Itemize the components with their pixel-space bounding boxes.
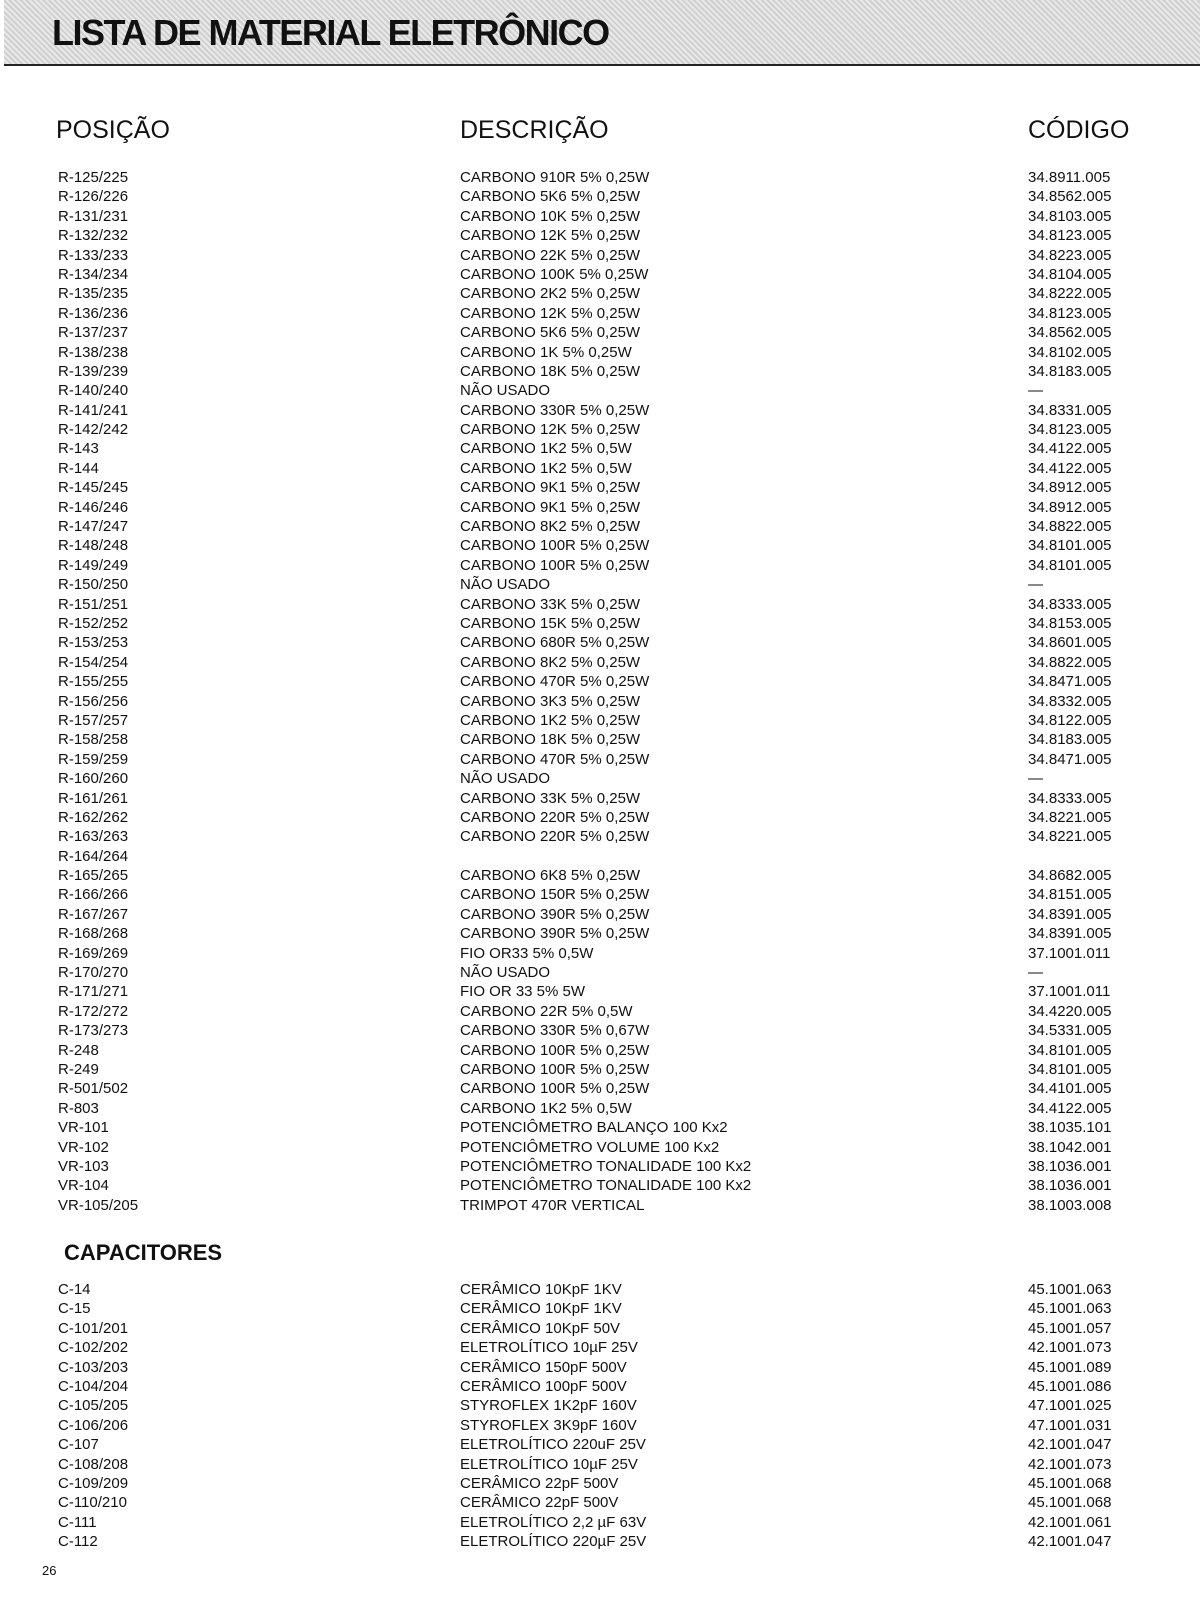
resistors-pos-cell: VR-101 [58,1119,109,1137]
resistors-desc-cell: CARBONO 1K2 5% 0,25W [460,711,641,729]
resistors-desc-cell: CARBONO 910R 5% 0,25W [460,169,650,186]
resistors-pos-cell: R-168/268 [58,925,129,943]
resistors-desc-cell: CARBONO 1K2 5% 0,5W [460,1099,632,1117]
resistors-desc-cell: POTENCIÔMETRO TONALIDADE 100 Kx2 [460,1157,752,1175]
capacitors-pos-cell: C-111 [58,1513,97,1531]
resistors-pos-cell: R-171/271 [58,983,129,1001]
resistors-desc-cell: CARBONO 9K1 5% 0,25W [460,479,641,497]
column-header-code: CÓDIGO [1028,116,1130,144]
capacitors-desc-cell: CERÂMICO 10KpF 50V [460,1319,621,1337]
resistors-code-cell: 38.1042.001 [1028,1138,1112,1156]
resistors-code-cell: 34.8123.005 [1028,227,1112,245]
resistors-pos-cell: R-159/259 [58,750,129,768]
resistors-pos-cell: R-132/232 [58,227,129,245]
resistors-code-cell: 37.1001.011 [1028,944,1111,962]
resistors-pos-cell: R-163/263 [58,828,129,846]
resistors-code-cell: 34.8391.005 [1028,925,1112,943]
resistors-code-cell: 34.8122.005 [1028,711,1112,729]
resistors-pos-cell: R-173/273 [58,1022,129,1040]
resistors-code-cell: 34.8101.005 [1028,1060,1112,1078]
resistors-code-cell: 34.4122.005 [1028,1099,1112,1117]
resistors-pos-cell: R-169/269 [58,944,129,962]
resistors-desc-cell: CARBONO 2K2 5% 0,25W [460,285,641,303]
capacitors-pos-cell: C-102/202 [58,1339,129,1357]
resistors-desc-cell: CARBONO 22R 5% 0,5W [460,1002,633,1020]
resistors-desc-cell: CARBONO 100R 5% 0,25W [460,1080,650,1098]
resistors-pos-cell: R-139/239 [58,362,129,380]
resistors-desc-cell: CARBONO 8K2 5% 0,25W [460,518,641,536]
capacitors-desc-cell: ELETROLÍTICO 220uF 25V [460,1436,646,1454]
resistors-pos-cell: R-138/238 [58,343,129,361]
resistors-code-cell [1028,847,1111,866]
resistors-desc-cell: FIO OR 33 5% 5W [460,983,586,1001]
capacitors-desc-cell: STYROFLEX 1K2pF 160V [460,1397,637,1415]
resistors-pos-cell: R-136/236 [58,304,129,322]
capacitors-code-cell: 42.1001.073 [1028,1339,1112,1357]
capacitors-pos-cell: C-101/201 [58,1319,129,1337]
resistors-desc-cell: CARBONO 100R 5% 0,25W [460,1060,650,1078]
resistors-pos-cell: R-803 [58,1099,99,1117]
capacitors-code-cell: 47.1001.025 [1028,1397,1112,1415]
resistors-desc-cell: CARBONO 8K2 5% 0,25W [460,653,641,671]
resistors-pos-cell: R-144 [58,459,99,477]
resistors-desc-cell: CARBONO 12K 5% 0,25W [460,227,641,245]
capacitors-desc-cell: CERÂMICO 10KpF 1KV [460,1300,622,1318]
resistors-code-cell: 34.8123.005 [1028,304,1112,322]
resistors-desc-cell: POTENCIÔMETRO VOLUME 100 Kx2 [460,1138,720,1156]
resistors-code-cell: 34.8221.005 [1028,828,1112,846]
resistors-pos-cell: R-140/240 [58,382,129,400]
resistors-code-cell: 34.8912.005 [1028,479,1112,497]
resistors-desc-cell: CARBONO 680R 5% 0,25W [460,634,650,652]
resistors-code-cell: 34.8682.005 [1028,867,1112,885]
capacitors-pos-cell: C-15 [58,1300,91,1318]
capacitors-pos-cell: C-107 [58,1436,99,1454]
resistors-desc-cell: CARBONO 100R 5% 0,25W [460,1041,650,1059]
capacitor-positions [58,1280,128,1551]
capacitors-pos-cell: C-109/209 [58,1474,129,1492]
resistors-code-cell: 34.8471.005 [1028,673,1112,691]
column-header-description: DESCRIÇÃO [460,116,609,144]
resistors-desc-cell: CARBONO 100R 5% 0,25W [460,537,650,555]
column-header-position: POSIÇÃO [56,116,170,144]
resistors-code-cell: 34.8911.005 [1028,169,1111,186]
capacitors-code-cell: 45.1001.057 [1028,1319,1112,1337]
capacitors-pos-cell: C-112 [58,1533,98,1551]
resistors-desc-cell: CARBONO 15K 5% 0,25W [460,614,641,632]
capacitors-code-cell: 45.1001.063 [1028,1300,1112,1318]
resistors-code-cell: 34.8151.005 [1028,886,1112,904]
resistors-code-cell: 38.1003.008 [1028,1196,1112,1214]
resistors-pos-cell: R-160/260 [58,770,129,788]
resistors-code-cell: — [1028,964,1043,982]
resistors-code-cell: 34.8101.005 [1028,537,1112,555]
resistors-pos-cell: R-152/252 [58,614,129,632]
resistors-desc-cell: CARBONO 470R 5% 0,25W [460,673,650,691]
capacitors-pos-cell: C-108/208 [58,1455,129,1473]
resistors-pos-cell: R-156/256 [58,692,129,710]
resistors-pos-cell: R-131/231 [58,207,129,225]
title-banner [4,0,1200,66]
resistors-code-cell: 34.8123.005 [1028,421,1112,439]
capacitors-code-cell: 45.1001.063 [1028,1281,1112,1298]
resistors-pos-cell: R-125/225 [58,169,129,186]
resistors-code-cell: 34.4122.005 [1028,459,1112,477]
capacitor-descriptions [460,1280,646,1551]
resistors-code-cell: 34.8822.005 [1028,653,1112,671]
resistors-desc-cell: CARBONO 330R 5% 0,25W [460,401,650,419]
capacitors-pos-cell: C-104/204 [58,1377,129,1395]
resistors-code-cell: — [1028,770,1043,788]
resistors-desc-cell: CARBONO 100K 5% 0,25W [460,265,649,283]
capacitors-pos-cell: C-14 [58,1281,91,1298]
resistors-desc-cell: CARBONO 12K 5% 0,25W [460,421,641,439]
resistors-desc-cell: TRIMPOT 470R VERTICAL [460,1196,645,1214]
resistors-code-cell: 34.8101.005 [1028,1041,1112,1059]
capacitors-desc-cell: CERÂMICO 100pF 500V [460,1377,627,1395]
resistors-code-cell: 34.8601.005 [1028,634,1112,652]
resistors-pos-cell: R-164/264 [58,847,129,865]
resistors-code-cell: 34.8222.005 [1028,285,1112,303]
capacitors-desc-cell: CERÂMICO 22pF 500V [460,1494,619,1512]
resistor-positions [58,168,138,1215]
resistors-pos-cell: VR-102 [58,1138,109,1156]
resistor-codes [1028,168,1111,1215]
resistors-pos-cell: R-172/272 [58,1002,129,1020]
capacitors-pos-cell: C-105/205 [58,1397,129,1415]
resistors-pos-cell: R-146/246 [58,498,129,516]
capacitors-pos-cell: C-110/210 [58,1494,127,1512]
resistors-pos-cell: R-167/267 [58,905,129,923]
page-title: LISTA DE MATERIAL ELETRÔNICO [52,12,609,53]
resistors-code-cell: 34.8104.005 [1028,265,1112,283]
resistors-desc-cell: NÃO USADO [460,382,551,400]
resistors-pos-cell: R-143 [58,440,99,458]
resistors-desc-cell: CARBONO 100R 5% 0,25W [460,556,650,574]
resistors-code-cell: 34.8183.005 [1028,731,1112,749]
resistors-desc-cell: POTENCIÔMETRO BALANÇO 100 Kx2 [460,1119,728,1137]
resistors-code-cell: 34.4220.005 [1028,1002,1112,1020]
resistors-desc-cell: CARBONO 390R 5% 0,25W [460,925,650,943]
resistors-pos-cell: R-249 [58,1060,99,1078]
resistors-desc-cell: CARBONO 22K 5% 0,25W [460,246,641,264]
resistors-desc-cell: CARBONO 18K 5% 0,25W [460,362,641,380]
resistors-desc-cell: CARBONO 330R 5% 0,67W [460,1022,650,1040]
resistors-pos-cell: VR-103 [58,1157,109,1175]
resistors-code-cell: 34.8391.005 [1028,905,1112,923]
resistors-desc-cell: CARBONO 1K2 5% 0,5W [460,440,632,458]
resistors-code-cell: 34.8102.005 [1028,343,1112,361]
capacitors-pos-cell: C-103/203 [58,1358,129,1376]
resistors-pos-cell: R-145/245 [58,479,129,497]
resistors-code-cell: 34.8471.005 [1028,750,1112,768]
resistors-code-cell: 34.8221.005 [1028,808,1112,826]
resistors-pos-cell: VR-105/205 [58,1196,139,1214]
resistors-pos-cell: R-133/233 [58,246,129,264]
capacitors-desc-cell: ELETROLÍTICO 220µF 25V [460,1533,647,1551]
resistors-pos-cell: R-155/255 [58,673,129,691]
resistors-code-cell: 34.4122.005 [1028,440,1112,458]
resistors-pos-cell: R-148/248 [58,537,129,555]
resistors-code-cell: 34.4101.005 [1028,1080,1112,1098]
resistors-code-cell: — [1028,576,1043,594]
resistors-code-cell: — [1028,382,1043,400]
capacitors-code-cell: 42.1001.047 [1028,1533,1112,1551]
resistors-pos-cell: R-142/242 [58,421,129,439]
resistors-code-cell: 34.8822.005 [1028,518,1112,536]
resistors-pos-cell: R-154/254 [58,653,129,671]
capacitors-code-cell: 47.1001.031 [1028,1416,1112,1434]
resistors-desc-cell: NÃO USADO [460,576,551,594]
capacitors-desc-cell: ELETROLÍTICO 2,2 µF 63V [460,1513,647,1531]
resistors-desc-cell: CARBONO 33K 5% 0,25W [460,595,641,613]
capacitors-desc-cell: STYROFLEX 3K9pF 160V [460,1416,637,1434]
resistors-desc-cell: CARBONO 18K 5% 0,25W [460,731,641,749]
resistors-pos-cell: R-501/502 [58,1080,129,1098]
page-number: 26 [42,1563,57,1578]
resistors-desc-cell: CARBONO 5K6 5% 0,25W [460,188,641,206]
resistors-pos-cell: R-150/250 [58,576,129,594]
resistors-desc-cell: CARBONO 390R 5% 0,25W [460,905,650,923]
resistors-desc-cell: FIO OR33 5% 0,5W [460,944,594,962]
capacitors-code-cell: 45.1001.068 [1028,1494,1112,1512]
resistors-code-cell: 34.8183.005 [1028,362,1112,380]
capacitors-code-cell: 45.1001.086 [1028,1377,1112,1395]
resistors-code-cell: 34.5331.005 [1028,1022,1112,1040]
resistors-pos-cell: R-166/266 [58,886,129,904]
resistors-desc-cell: CARBONO 220R 5% 0,25W [460,828,650,846]
resistors-code-cell: 34.8223.005 [1028,246,1112,264]
resistors-desc-cell: CARBONO 470R 5% 0,25W [460,750,650,768]
resistors-code-cell: 34.8333.005 [1028,595,1112,613]
capacitors-pos-cell: C-106/206 [58,1416,129,1434]
resistors-pos-cell: R-153/253 [58,634,129,652]
resistors-code-cell: 34.8331.005 [1028,401,1112,419]
resistors-desc-cell: CARBONO 220R 5% 0,25W [460,808,650,826]
resistors-desc-cell: CARBONO 6K8 5% 0,25W [460,867,641,885]
resistors-desc-cell [460,847,751,866]
resistors-pos-cell: R-158/258 [58,731,129,749]
resistors-desc-cell: NÃO USADO [460,770,551,788]
capacitors-code-cell: 42.1001.073 [1028,1455,1112,1473]
resistors-desc-cell: CARBONO 1K 5% 0,25W [460,343,632,361]
resistors-code-cell: 38.1036.001 [1028,1157,1112,1175]
capacitors-desc-cell: CERÂMICO 10KpF 1KV [460,1281,622,1298]
capacitors-code-cell: 45.1001.089 [1028,1358,1112,1376]
resistors-pos-cell: R-135/235 [58,285,129,303]
resistors-pos-cell: R-162/262 [58,808,129,826]
capacitors-desc-cell: CERÂMICO 150pF 500V [460,1358,627,1376]
resistors-code-cell: 34.8153.005 [1028,614,1112,632]
resistors-desc-cell: CARBONO 5K6 5% 0,25W [460,324,641,342]
resistors-pos-cell: VR-104 [58,1177,109,1195]
resistors-code-cell: 38.1036.001 [1028,1177,1112,1195]
capacitors-desc-cell: CERÂMICO 22pF 500V [460,1474,619,1492]
resistors-desc-cell: CARBONO 150R 5% 0,25W [460,886,650,904]
capacitors-desc-cell: ELETROLÍTICO 10µF 25V [460,1455,638,1473]
resistors-pos-cell: R-161/261 [58,789,129,807]
resistors-code-cell: 38.1035.101 [1028,1119,1112,1137]
resistors-desc-cell: CARBONO 33K 5% 0,25W [460,789,641,807]
resistors-code-cell: 34.8101.005 [1028,556,1112,574]
resistors-pos-cell: R-147/247 [58,518,129,536]
resistors-desc-cell: CARBONO 3K3 5% 0,25W [460,692,641,710]
resistors-code-cell: 37.1001.011 [1028,983,1111,1001]
resistors-desc-cell: POTENCIÔMETRO TONALIDADE 100 Kx2 [460,1177,752,1195]
resistors-pos-cell: R-248 [58,1041,99,1059]
resistors-pos-cell: R-170/270 [58,964,129,982]
resistors-pos-cell: R-141/241 [58,401,129,419]
capacitors-code-cell: 45.1001.068 [1028,1474,1112,1492]
resistors-code-cell: 34.8332.005 [1028,692,1112,710]
resistor-descriptions [460,168,751,1215]
resistors-desc-cell: CARBONO 9K1 5% 0,25W [460,498,641,516]
resistors-pos-cell: R-151/251 [58,595,129,613]
resistors-pos-cell: R-137/237 [58,324,129,342]
resistors-code-cell: 34.8103.005 [1028,207,1112,225]
capacitor-codes [1028,1280,1111,1551]
capacitors-desc-cell: ELETROLÍTICO 10µF 25V [460,1339,638,1357]
resistors-code-cell: 34.8562.005 [1028,188,1112,206]
capacitors-heading: CAPACITORES [64,1240,223,1265]
resistors-desc-cell: CARBONO 12K 5% 0,25W [460,304,641,322]
resistors-code-cell: 34.8912.005 [1028,498,1112,516]
resistors-pos-cell: R-165/265 [58,867,129,885]
resistors-code-cell: 34.8562.005 [1028,324,1112,342]
resistors-code-cell: 34.8333.005 [1028,789,1112,807]
resistors-pos-cell: R-126/226 [58,188,129,206]
capacitors-code-cell: 42.1001.061 [1028,1513,1112,1531]
resistors-desc-cell: CARBONO 10K 5% 0,25W [460,207,641,225]
resistors-desc-cell: NÃO USADO [460,964,551,982]
resistors-pos-cell: R-149/249 [58,556,129,574]
resistors-pos-cell: R-157/257 [58,711,129,729]
resistors-pos-cell: R-134/234 [58,265,129,283]
resistors-desc-cell: CARBONO 1K2 5% 0,5W [460,459,632,477]
capacitors-code-cell: 42.1001.047 [1028,1436,1112,1454]
